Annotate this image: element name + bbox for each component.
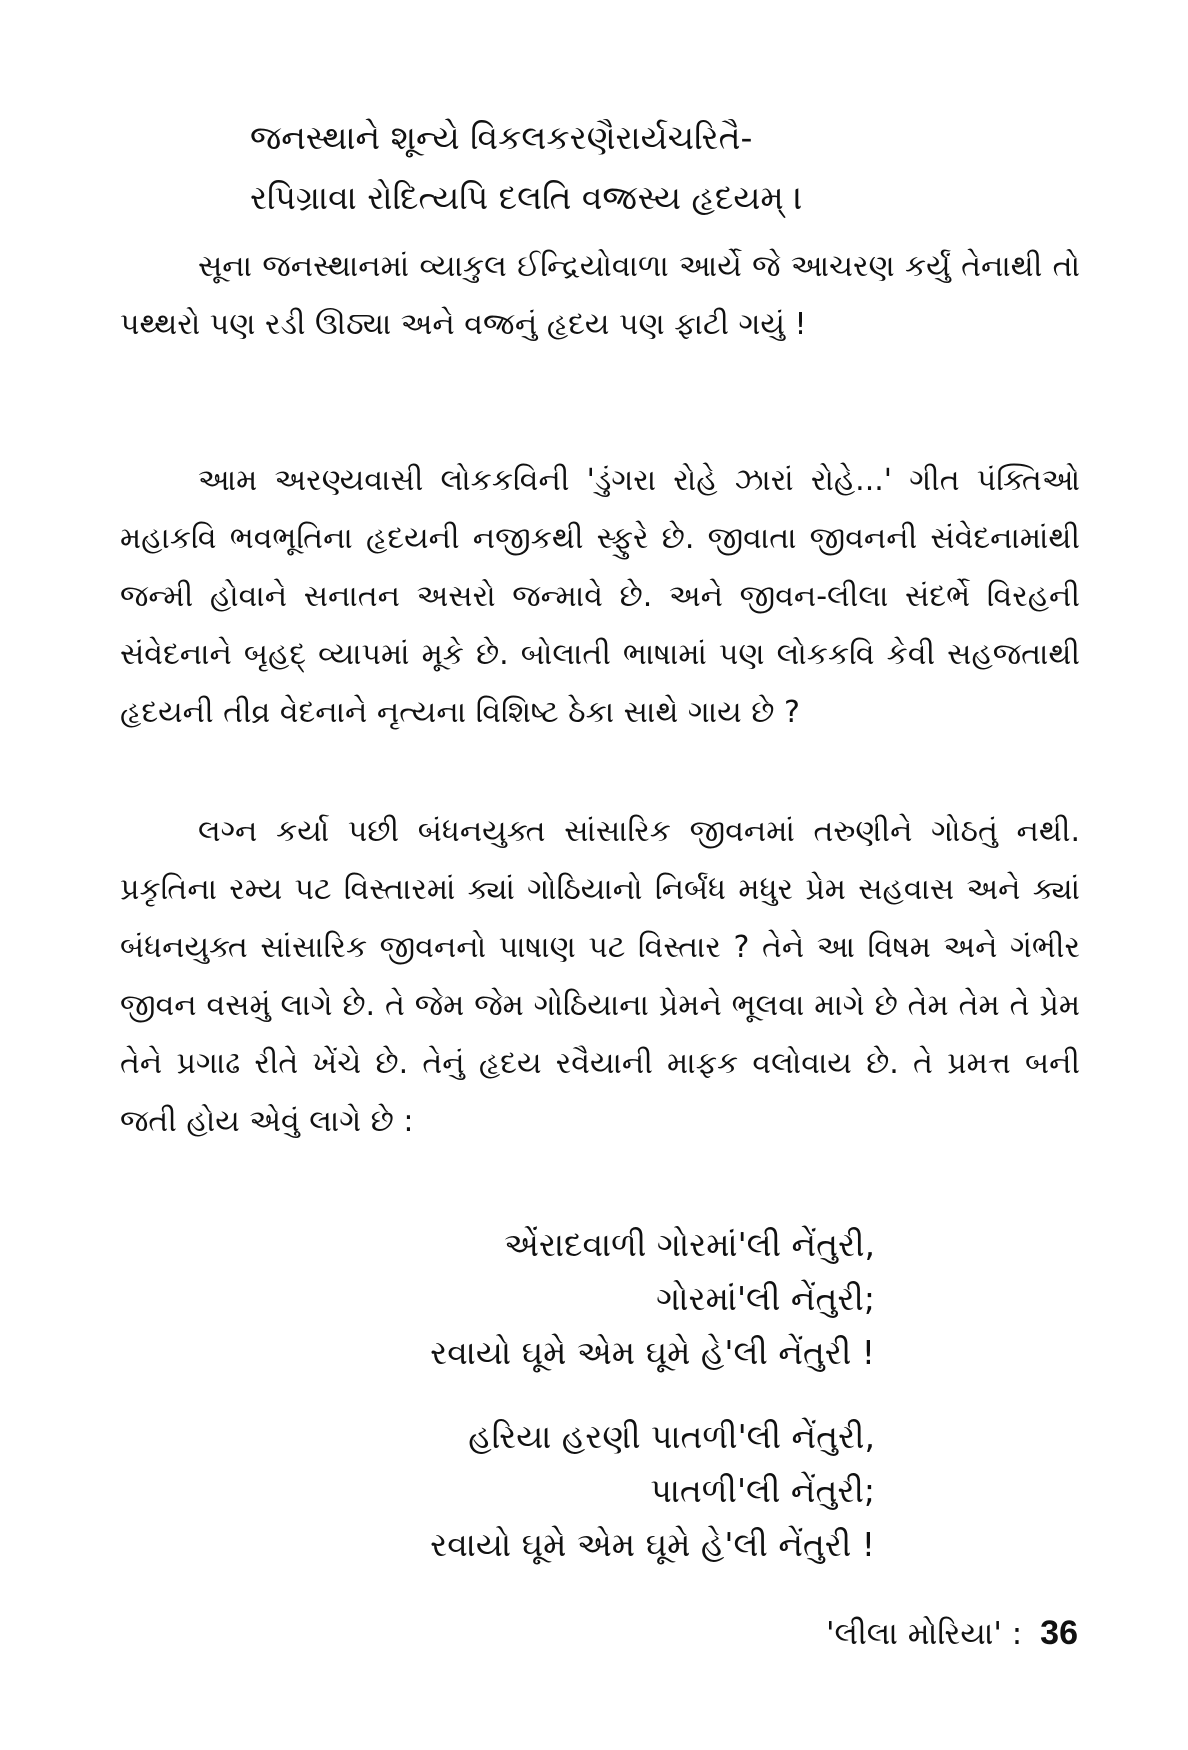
paragraph-2 xyxy=(120,452,1080,742)
sanskrit-verse xyxy=(250,108,1030,228)
paragraph-2-text: આમ અરણ્યવાસી લોકકવિની 'ડુંગરા રોહે ઝારાં રોહે...' ગીત પંક્તિઓ મહાકવિ ભવભૂતિના હૃદયની નજીકથી સ્ફુરે છે. જીવાતા જીવનની સંવેદનામાંથી જન્મી હોવાને સનાતન અસરો જન્માવે છે. અને જીવન-લીલા સંદર્ભે વિરહની સંવેદનાને બૃહદ્ વ્યાપમાં મૂકે છે. બોલાતી ભાષામાં પણ લોકકવિ કેવી સહજતાથી હૃદયની તીવ્ર વેદનાને નૃત્યના વિશિષ્ટ ઠેકા સાથે ગાય છે ? xyxy=(120,463,1080,730)
footer-source: 'લીલા મોરિયા' : xyxy=(825,1616,1023,1652)
verse-line-2: રપિગ્રાવા રોદિત્યપિ દલતિ વજ્રસ્ય હૃદયમ્ । xyxy=(250,178,803,217)
page-number: 36 xyxy=(1040,1614,1078,1652)
verse-line-1: જનસ્થાને શૂન્યે વિકલકરણૈરાર્યચરિતૈ- xyxy=(250,118,753,157)
song-2-line-3: રવાયો ઘૂમે એમ ઘૂમે હે'લી નેંતુરી ! xyxy=(430,1525,875,1564)
paragraph-3-text: લગ્ન કર્યા પછી બંધનયુક્ત સાંસારિક જીવનમાં તરુણીને ગોઠતું નથી. પ્રકૃતિના રમ્ય પટ વિસ્તારમાં ક્યાં ગોઠિયાનો નિર્બંધ મધુર પ્રેમ સહવાસ અને ક્યાં બંધનયુક્ત સાંસારિક જીવનનો પાષાણ પટ વિસ્તાર ? તેને આ વિષમ અને ગંભીર જીવન વસમું લાગે છે. તે જેમ જેમ ગોઠિયાના પ્રેમને ભૂલવા માગે છે તેમ તેમ તે પ્રેમ તેને પ્રગાઢ રીતે ખેંચે છે. તેનું હૃદય રવૈયાની માફક વલોવાય છે. તે પ્રમત્ત બની જતી હોય એવું લાગે છે : xyxy=(120,814,1080,1139)
song-1-line-2: ગોરમાં'લી નેંતુરી; xyxy=(656,1279,875,1318)
paragraph-1-text: સૂના જનસ્થાનમાં વ્યાકુલ ઈન્દ્રિયોવાળા આર્યે જે આચરણ કર્યું તેનાથી તો પથ્થરો પણ રડી ઊઠ્યા અને વજ્રનું હૃદય પણ ફાટી ગયું ! xyxy=(120,249,1080,342)
paragraph-1 xyxy=(120,238,1080,354)
song-stanza-2 xyxy=(230,1410,875,1580)
paragraph-3 xyxy=(120,803,1080,1151)
song-1-line-3: રવાયો ઘૂમે એમ ઘૂમે હે'લી નેંતુરી ! xyxy=(430,1333,875,1372)
song-2-line-2: પાતળી'લી નેંતુરી; xyxy=(650,1471,875,1510)
song-1-line-1: એંરાદવાળી ગોરમાં'લી નેંતુરી, xyxy=(504,1225,875,1264)
song-2-line-1: હરિયા હરણી પાતળી'લી નેંતુરી, xyxy=(468,1417,875,1456)
page-footer xyxy=(826,1614,1078,1653)
song-stanza-1 xyxy=(230,1218,875,1388)
